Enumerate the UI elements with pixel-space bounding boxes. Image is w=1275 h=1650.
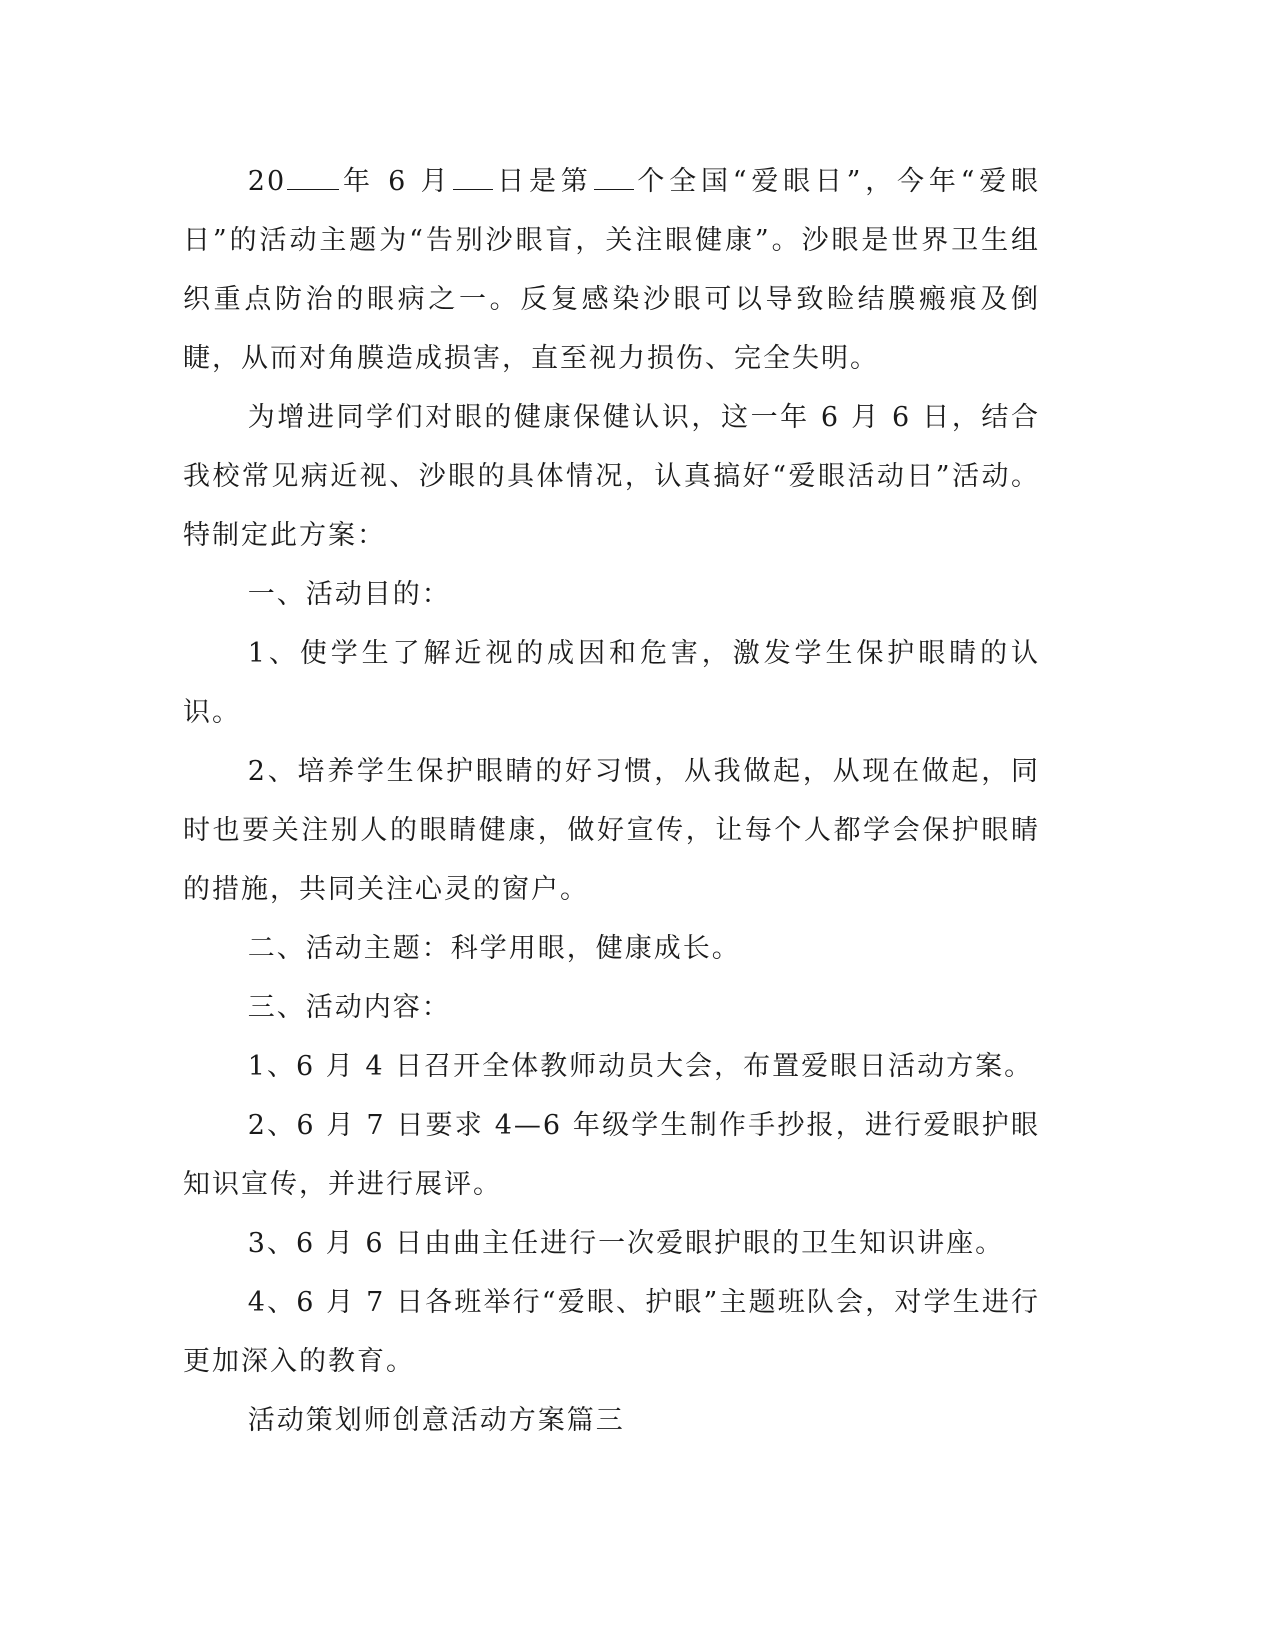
next-section-title: 活动策划师创意活动方案篇三 (247, 1405, 625, 1436)
content-item-4: 4、6 月 7 日各班举行“爱眼、护眼”主题班队会，对学生进行更加深入的教育。 (183, 1287, 1040, 1377)
content-item-3: 3、6 月 6 日由曲主任进行一次爱眼护眼的卫生知识讲座。 (247, 1228, 1005, 1259)
section-heading-content: 三、活动内容： (247, 992, 451, 1023)
document-body (183, 152, 1040, 1450)
intro-year-prefix: 20 (247, 166, 287, 197)
content-item-1: 1、6 月 4 日召开全体教师动员大会，布置爱眼日活动方案。 (247, 1051, 1034, 1082)
purpose-intro-paragraph: 为增进同学们对眼的健康保健认识，这一年 6 月 6 日，结合我校常见病近视、沙眼的具体情况，认真搞好“爱眼活动日”活动。特制定此方案： (183, 402, 1040, 551)
day-blank (453, 165, 493, 190)
section-heading-theme: 二、活动主题：科学用眼，健康成长。 (247, 933, 741, 964)
goal-item-2: 2、培养学生保护眼睛的好习惯，从我做起，从现在做起，同时也要关注别人的眼睛健康，做好宣传，让每个人都学会保护眼睛的措施，共同关注心灵的窗户。 (183, 756, 1040, 905)
year-blank (287, 165, 339, 190)
intro-day-suffix: 日是第 (494, 166, 593, 197)
section-heading-goals: 一、活动目的： (247, 579, 451, 610)
intro-month: 年 6 月 (340, 166, 453, 197)
content-item-2: 2、6 月 7 日要求 4—6 年级学生制作手抄报，进行爱眼护眼知识宣传，并进行展评。 (183, 1110, 1040, 1200)
ordinal-blank (594, 165, 634, 190)
goal-item-1: 1、使学生了解近视的成因和危害，激发学生保护眼睛的认识。 (183, 638, 1040, 728)
intro-paragraph (183, 152, 1040, 388)
intro-body: 个全国“爱眼日”，今年“爱眼日”的活动主题为“告别沙眼盲，关注眼健康”。沙眼是世界卫生组织重点防治的眼病之一。反复感染沙眼可以导致睑结膜瘢痕及倒睫，从而对角膜造成损害，直至视力损伤、完全失明。 (183, 166, 1041, 374)
